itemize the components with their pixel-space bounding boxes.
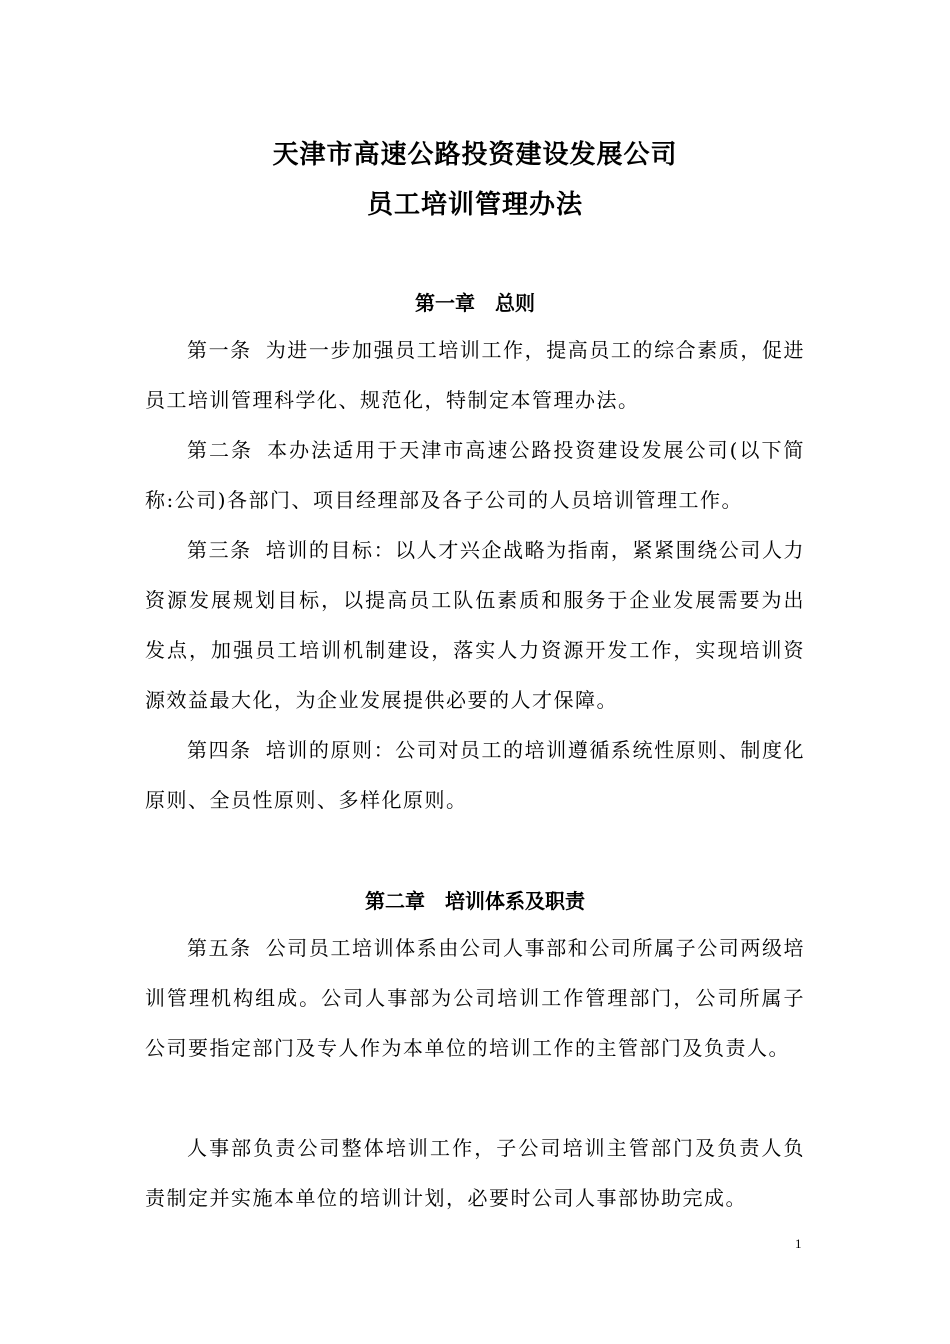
article-text: 培训的目标：以人才兴企战略为指南，紧紧围绕公司人力资源发展规划目标，以提高员工队伍素质和服务于企业发展需要为出发点，加强员工培训机制建设，落实人力资源开发工作，实现培训资源效益最大化，为企业发展提供必要的人才保障。 xyxy=(145,538,806,712)
page-number: 1 xyxy=(795,1236,802,1251)
article-number: 第五条 xyxy=(187,936,252,960)
article-text: 培训的原则：公司对员工的培训遵循系统性原则、制度化原则、全员性原则、多样化原则。 xyxy=(145,738,806,812)
document-title-line-1: 天津市高速公路投资建设发展公司 xyxy=(272,140,678,170)
article-3 xyxy=(145,525,805,725)
article-text: 本办法适用于天津市高速公路投资建设发展公司(以下简称:公司)各部门、项目经理部及各子公司的人员培训管理工作。 xyxy=(145,438,805,512)
chapter-1-heading: 第一章 总则 xyxy=(415,291,535,315)
article-1 xyxy=(145,325,805,425)
article-number: 第四条 xyxy=(187,738,252,762)
article-4 xyxy=(145,725,805,825)
article-text: 公司员工培训体系由公司人事部和公司所属子公司两级培训管理机构组成。公司人事部为公司培训工作管理部门，公司所属子公司要指定部门及专人作为本单位的培训工作的主管部门及负责人。 xyxy=(145,936,806,1060)
article-5-continued xyxy=(145,1123,805,1223)
paragraph-text: 人事部负责公司整体培训工作，子公司培训主管部门及负责人负责制定并实施本单位的培训计划，必要时公司人事部协助完成。 xyxy=(145,1136,805,1210)
article-number: 第二条 xyxy=(187,438,254,462)
document-title-line-2: 员工培训管理办法 xyxy=(366,190,583,220)
article-number: 第一条 xyxy=(187,338,252,362)
chapter-2-heading: 第二章 培训体系及职责 xyxy=(365,889,585,913)
article-text: 为进一步加强员工培训工作，提高员工的综合素质，促进员工培训管理科学化、规范化，特制定本管理办法。 xyxy=(145,338,806,412)
article-5 xyxy=(145,923,805,1073)
article-2 xyxy=(145,425,805,525)
article-number: 第三条 xyxy=(187,538,252,562)
